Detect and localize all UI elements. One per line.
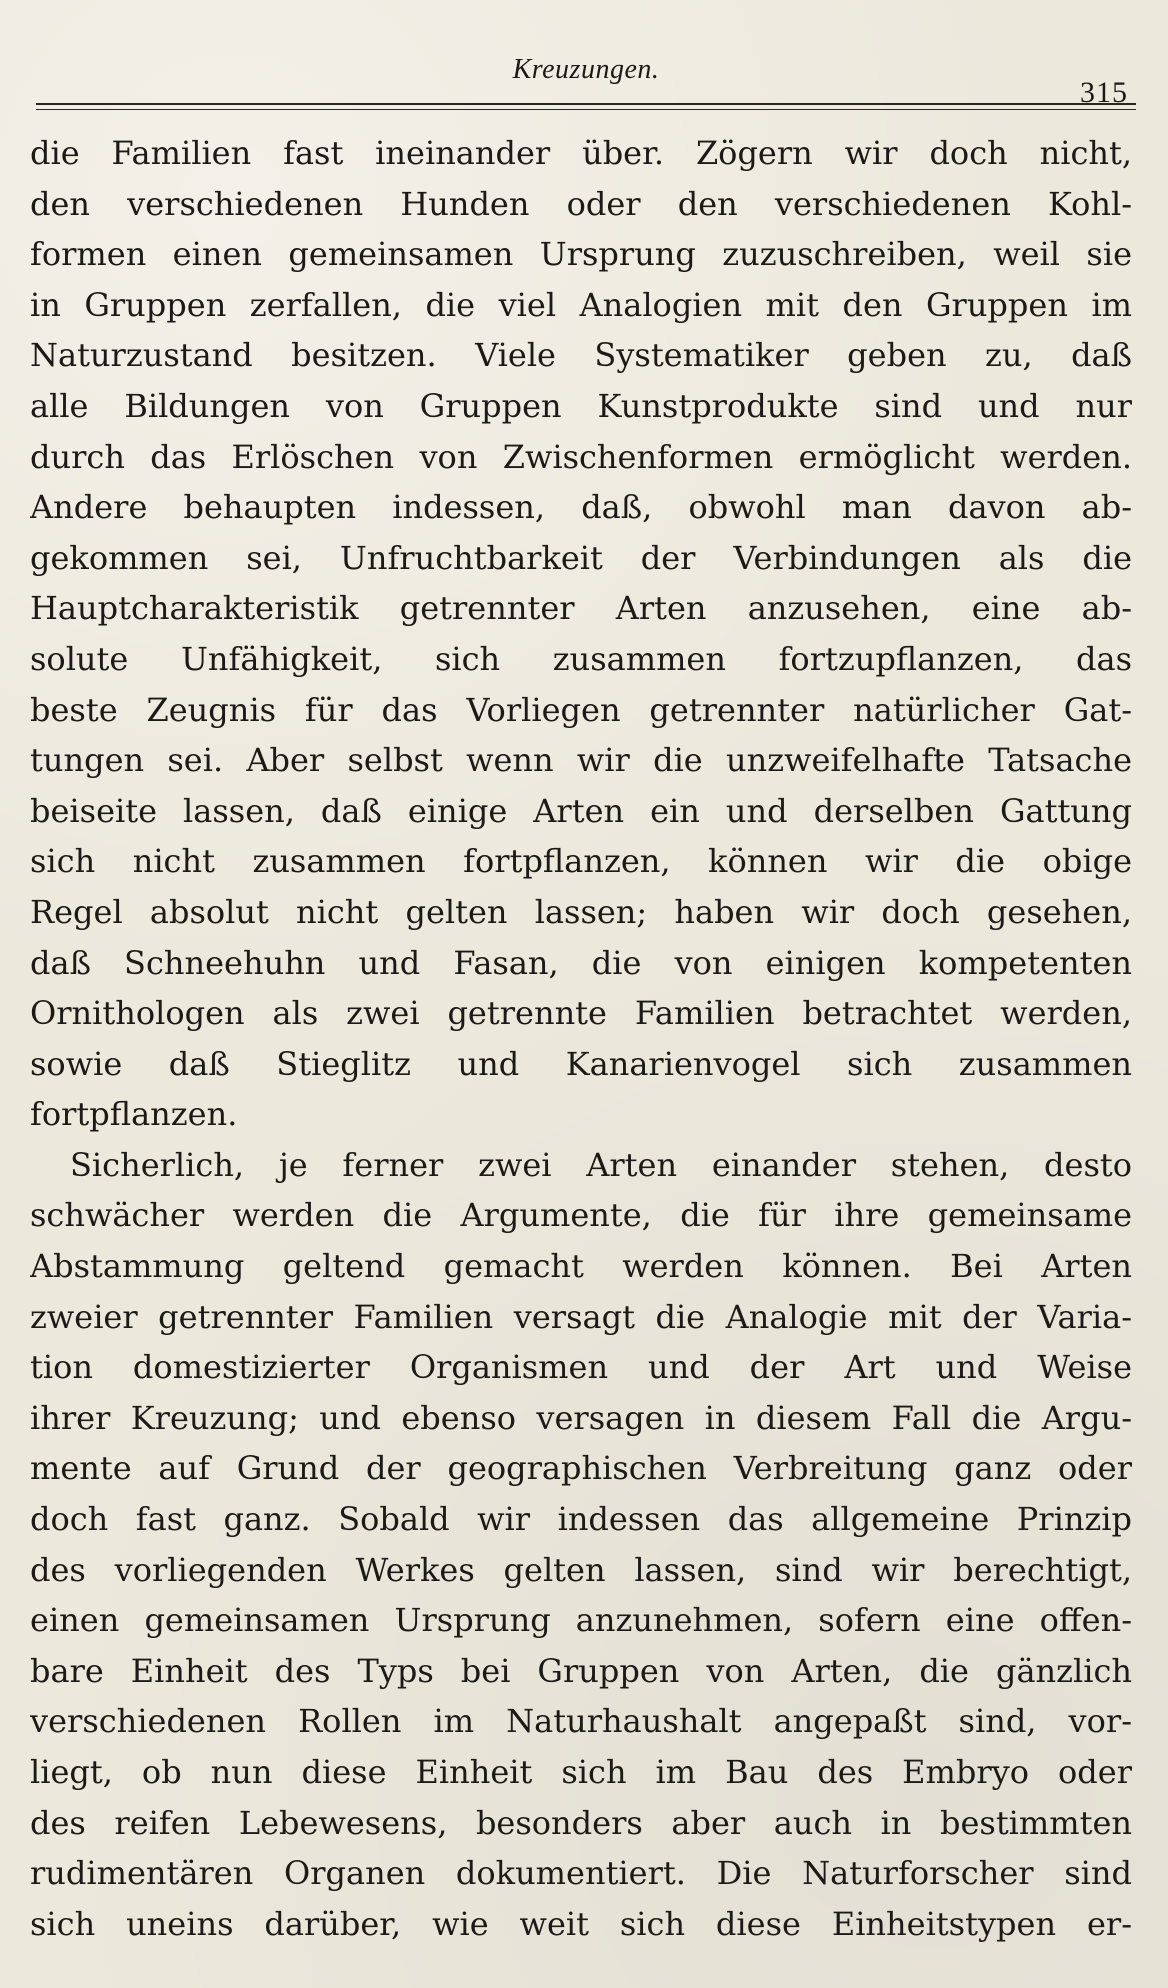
paragraph	[30, 1140, 1132, 1950]
text-line: tungen sei. Aber selbst wenn wir die unzweifelhafte Tatsache	[30, 741, 1132, 780]
text-line: des reifen Lebewesens, besonders aber auch in bestimmten	[30, 1803, 1132, 1842]
text-line: Naturzustand besitzen. Viele Systematiker geben zu, daß	[30, 336, 1132, 375]
text-line: Sicherlich, je ferner zwei Arten einander stehen, desto	[70, 1145, 1132, 1184]
text-line: formen einen gemeinsamen Ursprung zuzuschreiben, weil sie	[30, 235, 1132, 274]
text-line: Abstammung geltend gemacht werden können. Bei Arten	[30, 1247, 1132, 1286]
text-line: Hauptcharakteristik getrennter Arten anzusehen, eine ab-	[30, 589, 1132, 628]
text-line: sowie daß Stieglitz und Kanarienvogel sich zusammen	[30, 1044, 1132, 1083]
text-line: beiseite lassen, daß einige Arten ein und derselben Gattung	[30, 791, 1132, 830]
text-line: des vorliegenden Werkes gelten lassen, sind wir berechtigt,	[30, 1550, 1132, 1589]
text-line: mente auf Grund der geographischen Verbreitung ganz oder	[30, 1449, 1132, 1488]
text-line: den verschiedenen Hunden oder den verschiedenen Kohl-	[30, 184, 1132, 223]
text-line: sich nicht zusammen fortpflanzen, können wir die obige	[30, 842, 1132, 881]
text-line: die Familien fast ineinander über. Zögern wir doch nicht,	[30, 134, 1132, 172]
text-line: durch das Erlöschen von Zwischenformen ermöglicht werden.	[30, 437, 1132, 476]
text-line: liegt, ob nun diese Einheit sich im Bau des Embryo oder	[30, 1753, 1132, 1791]
text-line: bare Einheit des Typs bei Gruppen von Arten, die gänzlich	[30, 1651, 1132, 1690]
body-text	[30, 128, 1132, 1949]
text-line: daß Schneehuhn und Fasan, die von einigen kompetenten	[30, 943, 1132, 982]
text-line: beste Zeugnis für das Vorliegen getrennter natürlicher Gat-	[30, 690, 1132, 729]
page-number: 315	[1080, 76, 1128, 109]
text-line: schwächer werden die Argumente, die für ihre gemeinsame	[30, 1196, 1132, 1235]
text-line: fortpflanzen.	[30, 1095, 238, 1134]
text-line: einen gemeinsamen Ursprung anzunehmen, sofern eine offen-	[30, 1601, 1132, 1640]
paragraph	[30, 128, 1132, 1140]
text-line: in Gruppen zerfallen, die viel Analogien mit den Gruppen im	[30, 285, 1132, 324]
text-line: zweier getrennter Familien versagt die Analogie mit der Varia-	[30, 1297, 1132, 1336]
running-header	[36, 48, 1136, 108]
text-line: verschiedenen Rollen im Naturhaushalt angepaßt sind, vor-	[30, 1702, 1132, 1741]
text-line: Regel absolut nicht gelten lassen; haben wir doch gesehen,	[30, 892, 1132, 931]
header-rule	[36, 103, 1136, 110]
text-line: tion domestizierter Organismen und der Art und Weise	[30, 1348, 1132, 1387]
text-line: doch fast ganz. Sobald wir indessen das allgemeine Prinzip	[30, 1500, 1132, 1539]
text-line: Andere behaupten indessen, daß, obwohl man davon ab-	[30, 488, 1132, 527]
text-line: Ornithologen als zwei getrennte Familien betrachtet werden,	[30, 994, 1132, 1033]
text-line: ihrer Kreuzung; und ebenso versagen in diesem Fall die Argu-	[30, 1398, 1132, 1437]
text-line: sich uneins darüber, wie weit sich diese Einheitstypen er-	[30, 1904, 1132, 1943]
text-line: rudimentären Organen dokumentiert. Die Naturforscher sind	[30, 1854, 1132, 1893]
text-line: solute Unfähigkeit, sich zusammen fortzupflanzen, das	[30, 639, 1132, 678]
running-title: Kreuzungen.	[512, 54, 660, 85]
text-line: alle Bildungen von Gruppen Kunstprodukte sind und nur	[30, 386, 1132, 425]
text-line: gekommen sei, Unfruchtbarkeit der Verbindungen als die	[30, 538, 1132, 577]
